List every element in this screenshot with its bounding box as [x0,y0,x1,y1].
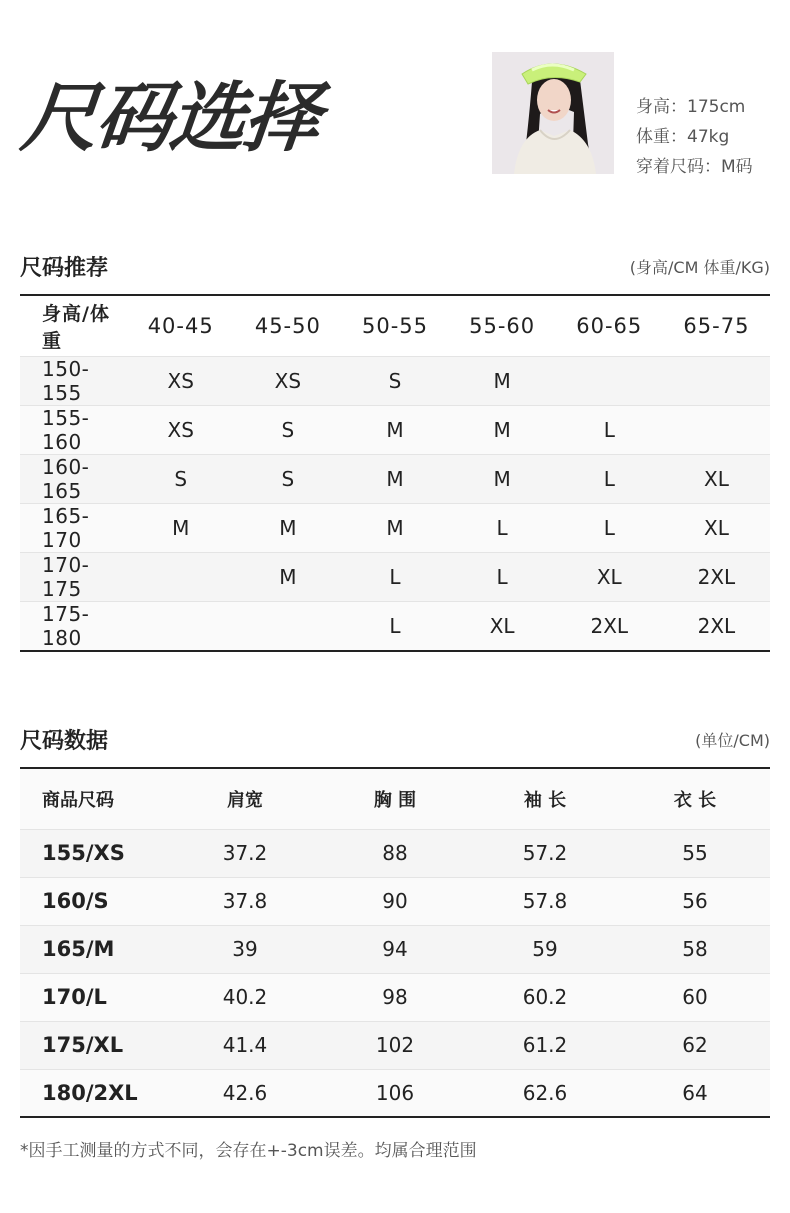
table-cell: XS [167,417,194,442]
table-row [20,1021,770,1069]
size-recommend-table [20,294,770,652]
table-cell: 88 [382,841,408,865]
model-photo [492,52,614,174]
recommend-title: 尺码推荐 [20,256,109,281]
column-header: 胸 围 [373,789,417,811]
table-cell: M [279,564,297,589]
table-cell: XS [167,368,194,393]
column-header: 65-75 [683,313,750,338]
column-header: 45-50 [254,313,321,338]
table-row [20,405,770,454]
table-cell: L [603,417,615,442]
table-cell: 42.6 [222,1080,268,1105]
table-cell: L [603,515,615,540]
table-cell: 175/XL [42,1033,124,1057]
table-cell: 180/2XL [42,1080,138,1105]
column-header: 60-65 [576,313,643,338]
table-cell [127,552,234,601]
table-cell: XL [704,515,729,540]
table-cell: 40.2 [222,985,268,1009]
table-cell: 39 [232,937,258,961]
table-row [20,552,770,601]
table-row [20,877,770,925]
column-header: 袖 长 [523,789,567,811]
table-cell: S [281,466,295,491]
table-cell: L [496,515,508,540]
table-cell: 150-155 [42,356,90,405]
table-cell: 160-165 [42,454,90,503]
table-cell: 2XL [697,564,736,589]
table-row [20,925,770,973]
table-cell: 57.8 [522,889,568,913]
table-cell: S [388,368,402,393]
table-cell [663,405,770,454]
model-size: 穿着尺码：M码 [636,157,753,177]
table-cell: 37.2 [222,841,268,865]
table-cell: M [386,417,404,442]
table-cell: 94 [382,937,408,961]
table-row [20,454,770,503]
model-height: 身高：175cm [636,97,746,117]
table-cell: 56 [682,889,708,913]
table-cell [663,356,770,405]
table-cell: L [389,564,401,589]
table-cell: 37.8 [222,889,268,913]
measurements-title: 尺码数据 [20,729,109,754]
table-cell: 60.2 [522,985,568,1009]
table-cell: 41.4 [222,1033,268,1057]
table-cell: 165-170 [42,503,90,552]
table-cell: M [172,515,190,540]
table-cell: 60 [682,985,708,1009]
table-cell [556,356,663,405]
table-cell: 98 [382,985,408,1009]
table-cell: 2XL [590,613,629,638]
column-header: 肩宽 [227,789,263,811]
table-cell: 170/L [42,985,107,1009]
table-cell: L [603,466,615,491]
table-cell: 165/M [42,937,115,961]
table-header-row [20,768,770,829]
table-row [20,1069,770,1117]
table-cell: L [389,613,401,638]
table-cell: 58 [682,937,708,961]
column-header: 衣 长 [673,789,717,811]
table-cell: XS [274,368,302,393]
footnote: *因手工测量的方式不同，会存在+-3cm误差。均属合理范围 [20,1141,477,1161]
table-cell: 170-175 [42,552,90,601]
table-cell: 62 [682,1033,708,1057]
table-cell: S [281,417,295,442]
table-cell: M [493,417,511,442]
table-cell: 62.6 [522,1080,568,1105]
table-cell: XL [596,564,622,589]
table-cell: 55 [682,841,708,865]
size-measurements-table [20,767,770,1118]
table-cell: 155-160 [42,405,90,454]
column-header: 身高/体重 [42,302,110,352]
model-info [636,92,753,182]
table-row [20,503,770,552]
table-cell: 160/S [42,889,109,913]
table-header-row [20,295,770,356]
table-cell [127,601,234,651]
measurements-unit-note: (单位/CM) [695,731,770,750]
table-cell: 90 [382,889,408,913]
recommend-unit-note: (身高/CM 体重/KG) [629,258,770,277]
column-header: 商品尺码 [42,789,114,811]
table-cell: 2XL [697,613,736,638]
table-row [20,356,770,405]
table-cell [234,601,341,651]
table-cell: 57.2 [522,841,568,865]
table-cell: 59 [532,937,558,961]
table-row [20,601,770,651]
model-weight: 体重：47kg [636,127,730,147]
column-header: 50-55 [361,313,428,338]
table-cell: 106 [375,1080,415,1105]
table-cell: M [493,466,511,491]
table-row [20,973,770,1021]
table-cell: S [174,466,188,491]
table-cell: 155/XS [42,841,125,865]
table-cell: L [496,564,508,589]
page-title: 尺码选择 [17,73,323,162]
table-cell: 64 [682,1080,708,1105]
table-cell: XL [704,466,729,491]
model-illustration [492,52,614,174]
table-cell: XL [489,613,515,638]
table-cell: 102 [375,1033,415,1057]
table-cell: M [386,466,404,491]
column-header: 40-45 [147,313,214,338]
table-row [20,829,770,877]
table-cell: 175-180 [42,601,90,650]
table-cell: 61.2 [522,1033,568,1057]
table-cell: M [386,515,404,540]
table-cell: M [279,515,297,540]
table-cell: M [493,368,511,393]
column-header: 55-60 [469,313,536,338]
